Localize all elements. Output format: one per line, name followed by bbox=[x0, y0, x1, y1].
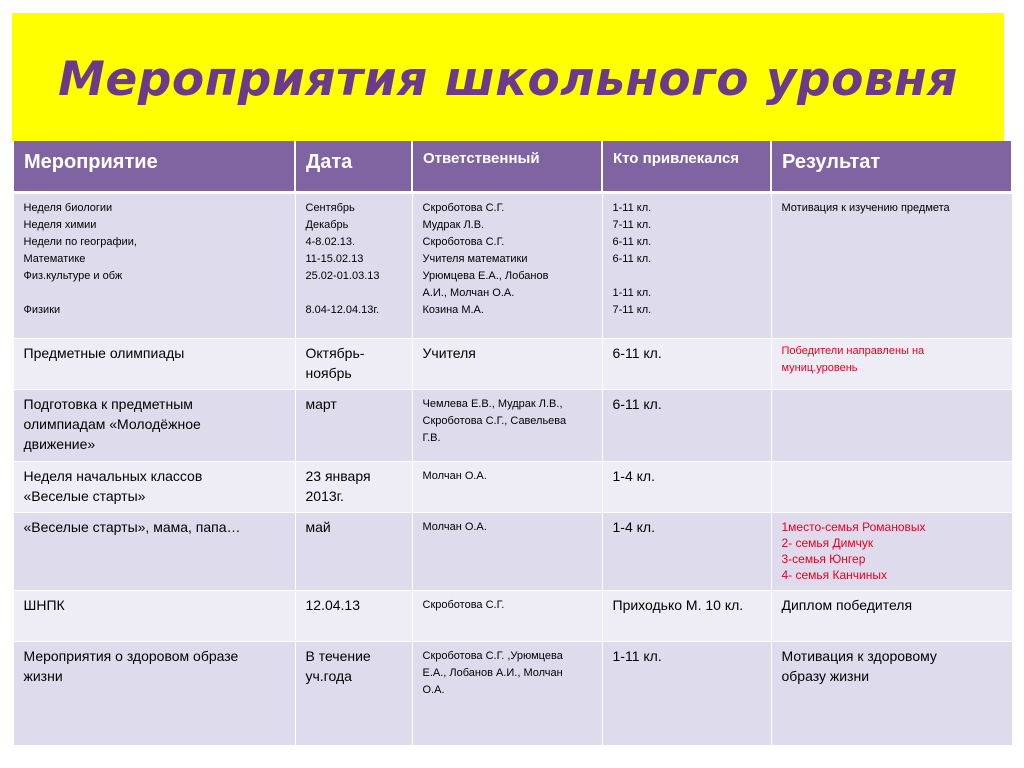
table-row bbox=[13, 591, 1012, 642]
cell-result bbox=[771, 462, 1012, 513]
cell-text: ШНПК bbox=[23, 597, 65, 613]
cell-event bbox=[13, 642, 295, 746]
cell-result bbox=[771, 513, 1012, 591]
cell-text: Октябрь- ноябрь bbox=[305, 345, 365, 381]
cell-text: 23 января 2013г. bbox=[305, 468, 371, 504]
cell-date bbox=[295, 462, 412, 513]
table-row bbox=[13, 390, 1012, 462]
cell-responsible bbox=[412, 193, 602, 339]
cell-event bbox=[13, 513, 295, 591]
cell-text: март bbox=[305, 396, 337, 412]
cell-text: Диплом победителя bbox=[781, 597, 913, 613]
cell-text: май bbox=[305, 519, 331, 535]
cell-participants bbox=[602, 462, 771, 513]
cell-date bbox=[295, 591, 412, 642]
table-row bbox=[13, 462, 1012, 513]
cell-result bbox=[771, 390, 1012, 462]
cell-text: Скроботова С.Г. ,Урюмцева Е.А., Лобанов А.И., Молчан О.А. bbox=[422, 650, 563, 696]
cell-participants bbox=[602, 591, 771, 642]
cell-text: Мотивация к изучению предмета bbox=[781, 202, 950, 214]
cell-event bbox=[13, 462, 295, 513]
cell-text-highlight: 1место-семья Романовых 2- семья Димчук 3-семья Юнгер 4- семья Канчиных bbox=[781, 520, 926, 582]
cell-participants bbox=[602, 642, 771, 746]
cell-text: Неделя биологии Неделя химии Недели по географии, Математике Физ.культуре и обж Физики bbox=[23, 202, 137, 316]
cell-result bbox=[771, 591, 1012, 642]
cell-event bbox=[13, 193, 295, 339]
cell-date bbox=[295, 193, 412, 339]
table-row bbox=[13, 642, 1012, 746]
cell-result bbox=[771, 339, 1012, 390]
cell-text: 6-11 кл. bbox=[612, 396, 662, 412]
cell-responsible bbox=[412, 462, 602, 513]
cell-result bbox=[771, 642, 1012, 746]
cell-event bbox=[13, 591, 295, 642]
header-result: Результат bbox=[771, 141, 1012, 193]
cell-participants bbox=[602, 193, 771, 339]
cell-text: 6-11 кл. bbox=[612, 345, 662, 361]
cell-event bbox=[13, 339, 295, 390]
table-header bbox=[13, 141, 1012, 193]
events-table bbox=[12, 141, 1013, 746]
page-title: Мероприятия школьного уровня bbox=[58, 51, 958, 107]
cell-date bbox=[295, 390, 412, 462]
header-event: Мероприятие bbox=[13, 141, 295, 193]
cell-text: Чемлева Е.В., Мудрак Л.В., Скроботова С.Г., Савельева Г.В. bbox=[422, 398, 567, 444]
cell-text: 1-4 кл. bbox=[612, 468, 655, 484]
cell-text: 12.04.13 bbox=[305, 597, 360, 613]
cell-text: Скроботова С.Г. Мудрак Л.В. Скроботова С.Г. Учителя математики Урюмцева Е.А., Лобанов А.И., Молчан О.А. Козина М.А. bbox=[422, 202, 549, 316]
cell-text: Молчан О.А. bbox=[422, 521, 487, 533]
cell-text: 1-11 кл. 7-11 кл. 6-11 кл. 6-11 кл. 1-11 кл. 7-11 кл. bbox=[612, 202, 652, 316]
cell-text: В течение уч.года bbox=[305, 648, 371, 684]
cell-event bbox=[13, 390, 295, 462]
cell-text: 1-4 кл. bbox=[612, 519, 655, 535]
cell-result bbox=[771, 193, 1012, 339]
cell-responsible bbox=[412, 513, 602, 591]
cell-text: «Веселые старты», мама, папа… bbox=[23, 519, 241, 535]
cell-text: Приходько М. 10 кл. bbox=[612, 597, 744, 613]
cell-text-highlight: Победители направлены на муниц.уровень bbox=[781, 345, 925, 374]
cell-text: Подготовка к предметным олимпиадам «Молодёжное движение» bbox=[23, 396, 201, 452]
cell-text: Учителя bbox=[422, 345, 476, 361]
cell-date bbox=[295, 513, 412, 591]
cell-responsible bbox=[412, 339, 602, 390]
cell-text: Молчан О.А. bbox=[422, 470, 487, 482]
cell-responsible bbox=[412, 390, 602, 462]
table-row bbox=[13, 193, 1012, 339]
cell-responsible bbox=[412, 642, 602, 746]
cell-text: 1-11 кл. bbox=[612, 648, 662, 664]
cell-text: Мотивация к здоровому образу жизни bbox=[781, 648, 937, 684]
table-row bbox=[13, 513, 1012, 591]
cell-participants bbox=[602, 513, 771, 591]
cell-text: Неделя начальных классов «Веселые старты» bbox=[23, 468, 203, 504]
table-row bbox=[13, 339, 1012, 390]
cell-date bbox=[295, 339, 412, 390]
cell-participants bbox=[602, 390, 771, 462]
cell-text: Мероприятия о здоровом образе жизни bbox=[23, 648, 239, 684]
cell-text: Скроботова С.Г. bbox=[422, 599, 505, 611]
cell-participants bbox=[602, 339, 771, 390]
header-responsible: Ответственный bbox=[412, 141, 602, 193]
cell-text: Предметные олимпиады bbox=[23, 345, 185, 361]
table-body bbox=[13, 193, 1012, 746]
header-row bbox=[13, 141, 1012, 193]
cell-date bbox=[295, 642, 412, 746]
cell-responsible bbox=[412, 591, 602, 642]
cell-text: Сентябрь Декабрь 4-8.02.13. 11-15.02.13 25.02-01.03.13 8.04-12.04.13г. bbox=[305, 202, 380, 316]
title-bar bbox=[12, 13, 1004, 141]
header-participants: Кто привлекался bbox=[602, 141, 771, 193]
header-date: Дата bbox=[295, 141, 412, 193]
